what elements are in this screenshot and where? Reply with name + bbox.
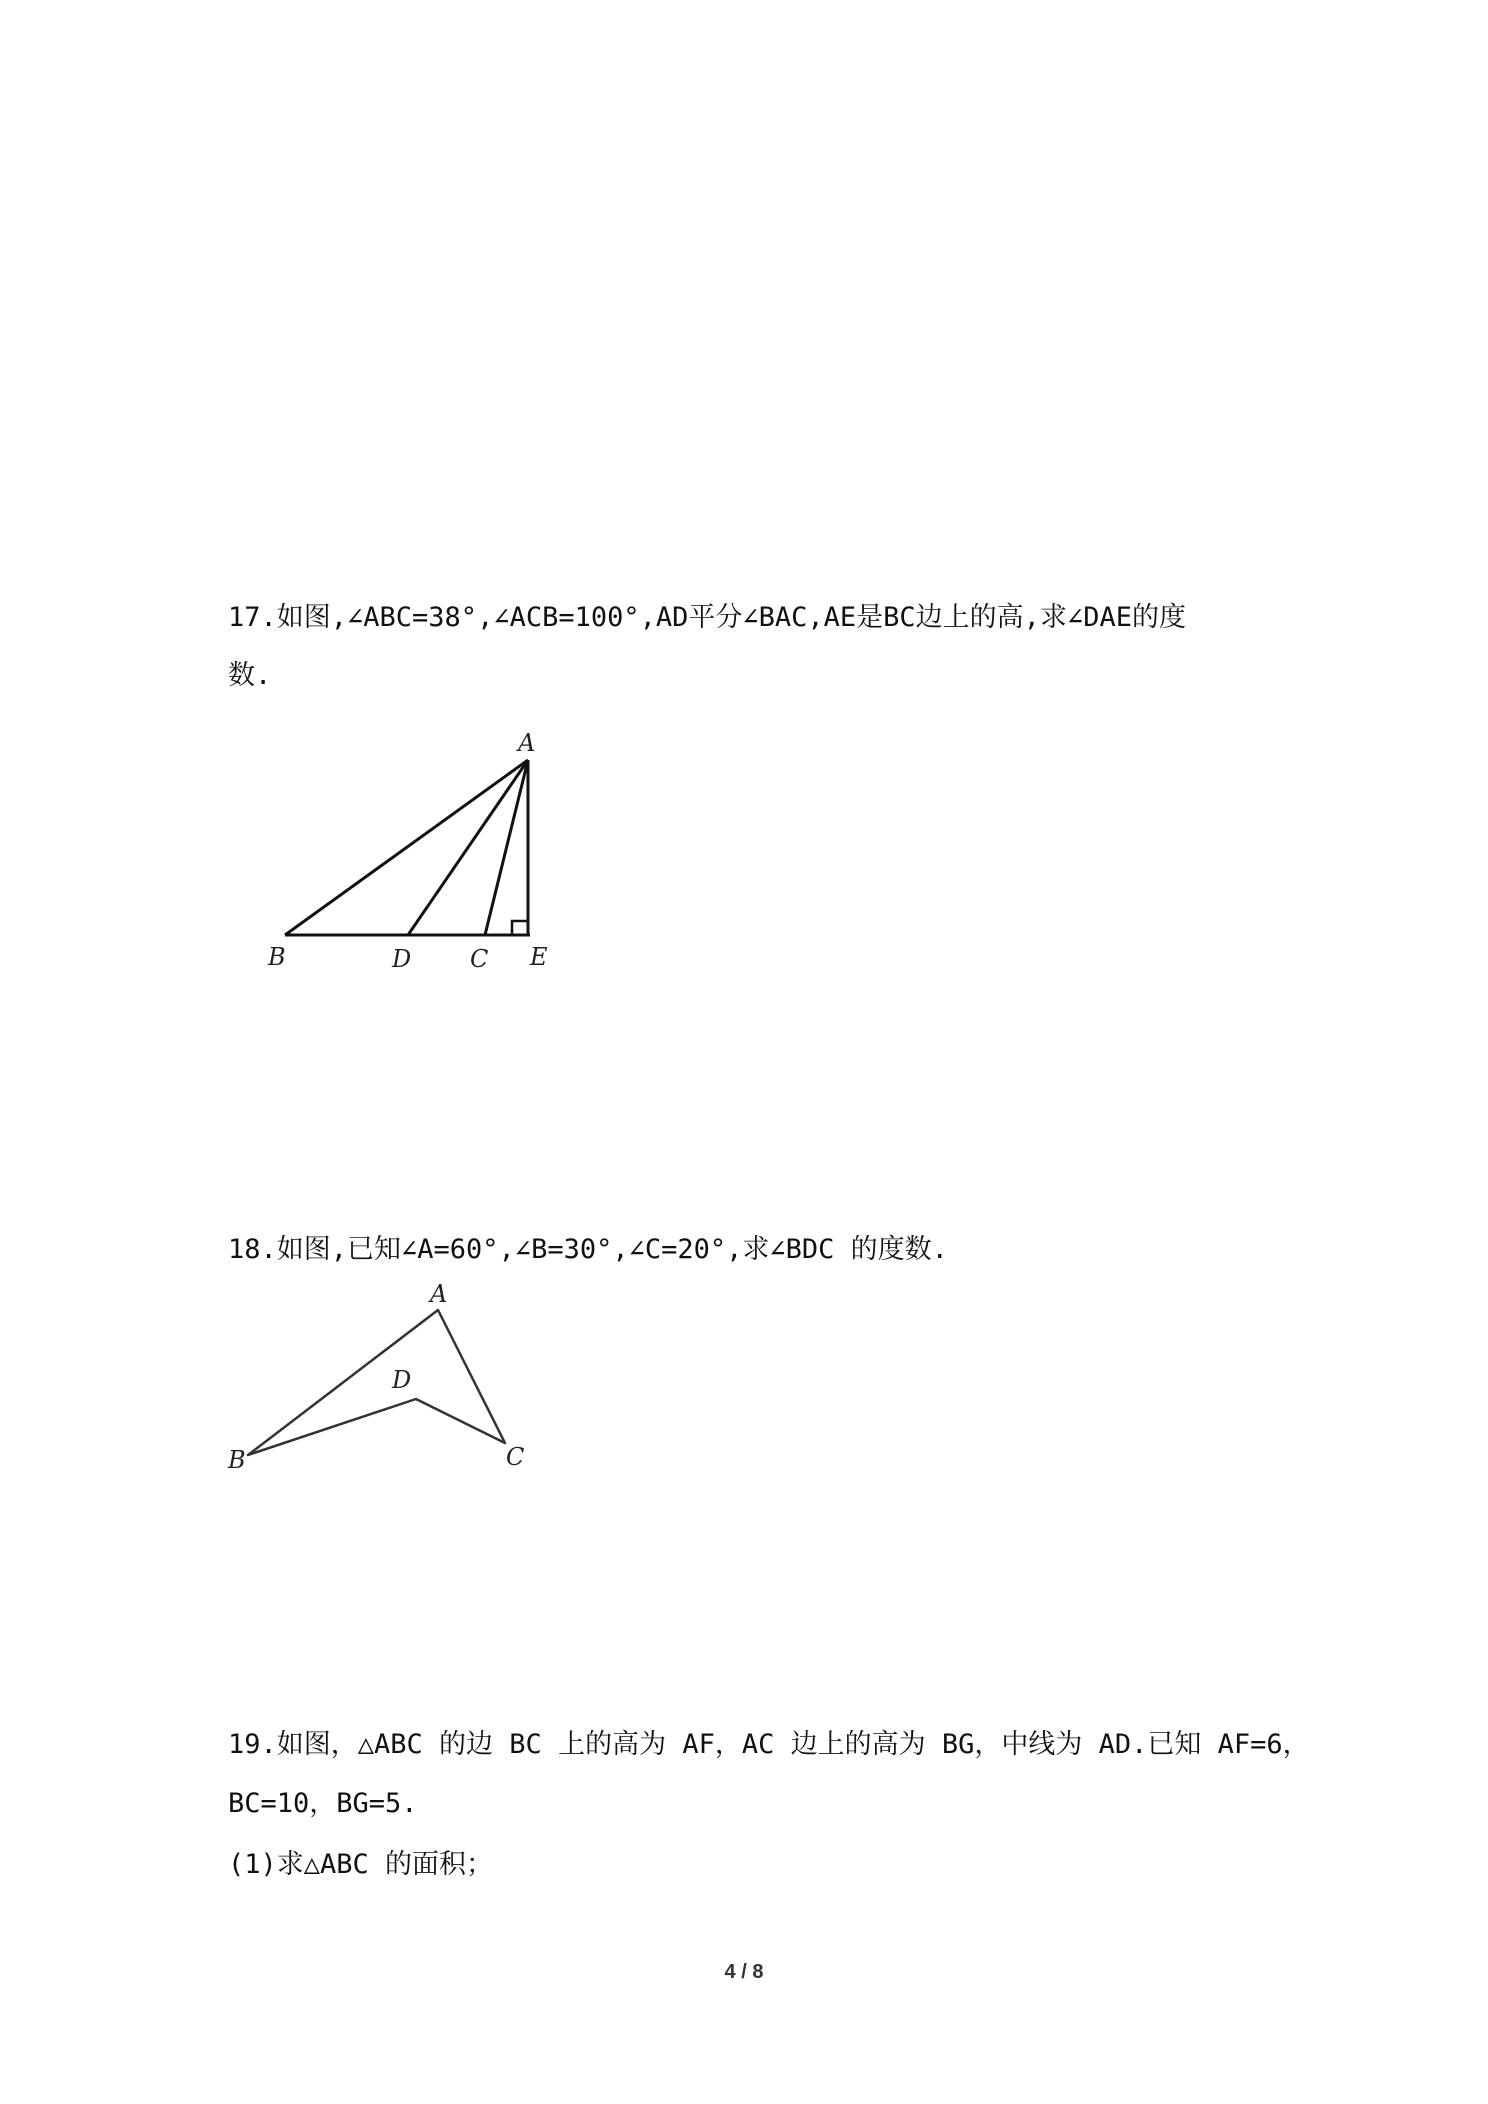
- label-D: D: [392, 1366, 412, 1394]
- problem-19-text-line-2: BC=10，BG=5.: [228, 1788, 418, 1819]
- problem-18-quadrilateral-diagram: [220, 1280, 550, 1480]
- right-angle-marker: [512, 921, 528, 935]
- label-B: B: [268, 943, 286, 971]
- problem-18-figure: [220, 1280, 550, 1480]
- problem-19-part-1: (1)求△ABC 的面积；: [228, 1849, 494, 1880]
- line-AD: [408, 760, 528, 935]
- label-C: C: [506, 1443, 525, 1471]
- problem-19-text-line-1: 19.如图，△ABC 的边 BC 上的高为 AF，AC 边上的高为 BG，中线为 AD.已知 AF=6，: [228, 1729, 1310, 1760]
- page-number: 4 / 8: [724, 1961, 764, 1983]
- label-A: A: [430, 1280, 448, 1308]
- label-D: D: [392, 945, 412, 973]
- shape-ABCD: [248, 1310, 505, 1455]
- problem-18-text-line-1: 18.如图,已知∠A=60°,∠B=30°,∠C=20°,求∠BDC 的度数.: [228, 1234, 948, 1265]
- problem-17-text-line-1: 17.如图,∠ABC=38°,∠ACB=100°,AD平分∠BAC,AE是BC边上的高,求∠DAE的度: [228, 602, 1186, 633]
- problem-17-figure: [260, 725, 560, 975]
- label-E: E: [530, 943, 548, 971]
- problem-17-text-line-2: 数.: [228, 660, 272, 691]
- label-A: A: [518, 729, 536, 757]
- problem-17-triangle-diagram: [260, 725, 560, 975]
- label-B: B: [228, 1446, 246, 1474]
- label-C: C: [470, 945, 489, 973]
